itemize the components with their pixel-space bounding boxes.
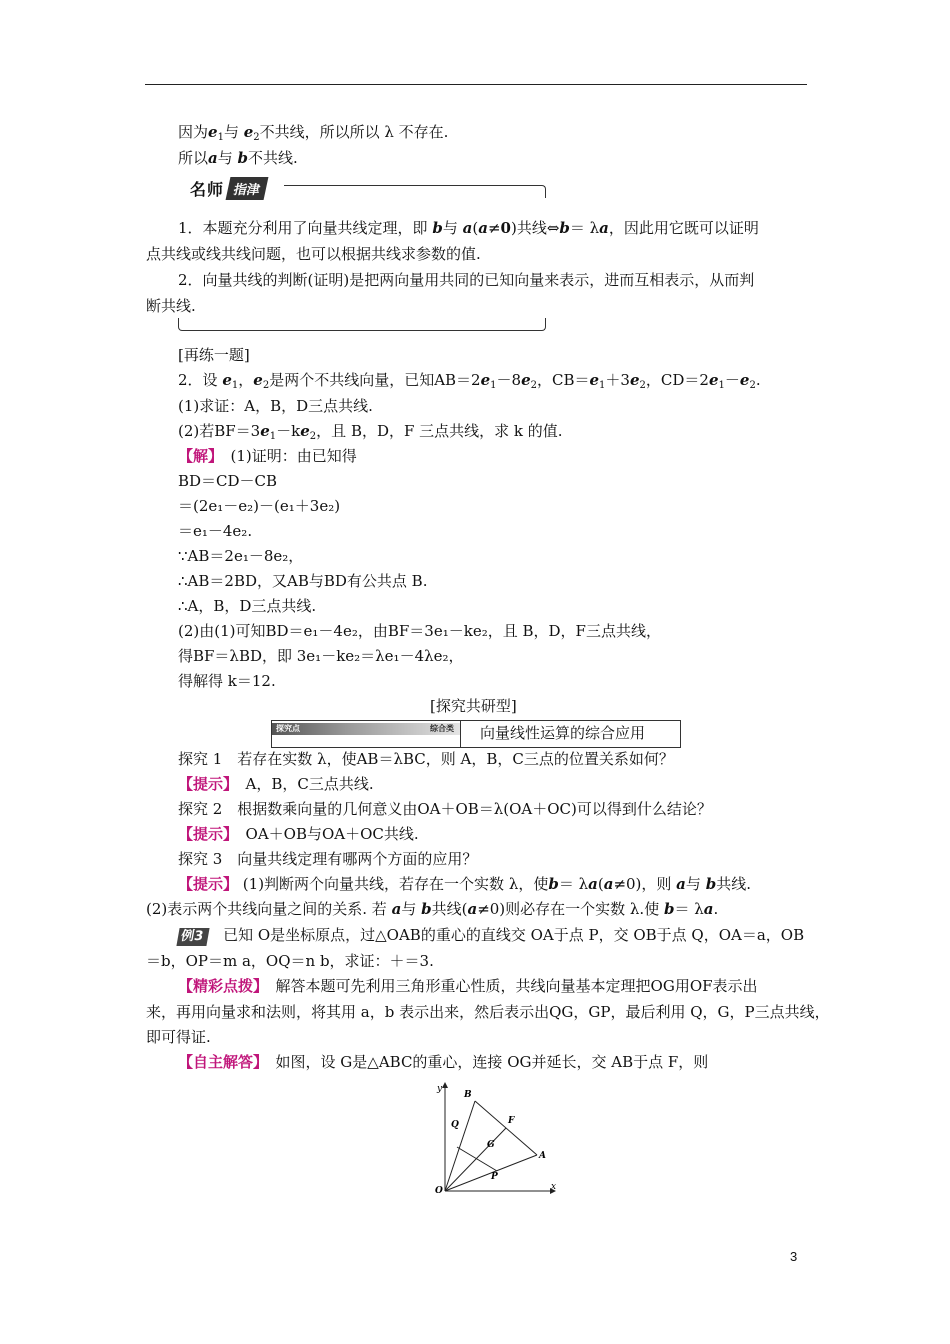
tip-2: 2．向量共线的判断(证明)是把两向量用共同的已知向量来表示，进而互相表示，从而判 <box>178 271 755 289</box>
hint-2: 【提示】 OA＋OB与OA＋OC共线. <box>178 825 419 843</box>
problem-2-part-2: (2)若$BF=3e_1-ke_2$，且 B，D，F 三点共线，求 k 的值. <box>178 422 563 442</box>
section-title: 向量线性运算的综合应用 <box>480 724 646 742</box>
solution-line: 【解】 (1)证明：由已知得 <box>178 447 357 465</box>
line-2: 所以a与 b不共线. <box>178 149 298 167</box>
hint-3-cont: (2)表示两个共线向量之间的关系. 若 a与 b共线(a≠0)则必存在一个实数 λ.使 b＝ λa. <box>146 900 719 918</box>
label-y: y <box>437 1084 443 1094</box>
step-7: (2)由(1)可知BD＝e₁－4e₂，由BF＝3e₁－ke₂，且 B，D，F三点共线， <box>178 622 661 640</box>
highlight-hint: 【精彩点拨】 解答本题可先利用三角形重心性质，共线向量基本定理把OG用OF表示出 <box>178 977 758 995</box>
practice-heading: [再练一题] <box>178 346 250 364</box>
label-G: G <box>487 1140 495 1150</box>
highlight-hint-cont-1: 来，再用向量求和法则，将其用 a，b 表示出来，然后表示出QG，GP，最后利用 Q，G，P三点共线， <box>146 1003 830 1021</box>
label-F: F <box>508 1116 515 1126</box>
inquiry-2: 探究 2 根据数乘向量的几何意义由OA＋OB＝λ(OA＋OC)可以得到什么结论？ <box>178 800 712 818</box>
section-title-box: 探究点 综合类 向量线性运算的综合应用 <box>271 720 681 748</box>
label-x: x <box>551 1182 557 1192</box>
tip-1-cont: 点共线或线共线问题，也可以根据共线求参数的值. <box>146 245 481 263</box>
label-A: A <box>539 1151 546 1161</box>
problem-2: 2．设 $e_1$，$e_2$是两个不共线向量，已知$AB=2e_1-8e_2$，$CB=e_1+3e_2$，$CD=2e_1-e_2$. <box>178 371 761 391</box>
highlight-hint-cont-2: 即可得证. <box>146 1028 211 1046</box>
tip-2-cont: 断共线. <box>146 297 196 315</box>
label-P: P <box>491 1172 498 1182</box>
hint-1: 【提示】 A，B，C三点共线. <box>178 775 374 793</box>
problem-2-part-1: (1)求证：A，B，D三点共线. <box>178 397 373 415</box>
step-8: 得BF＝λBD，即 3e₁－ke₂＝λe₁－4λe₂， <box>178 647 464 665</box>
example-3-cont: ＝b，OP＝m a，OQ＝n b，求证：＋＝3. <box>146 952 434 970</box>
label-B: B <box>464 1090 472 1100</box>
tip-1: 1．本题充分利用了向量共线定理，即 b与 a(a≠0)共线⇔b＝ λa，因此用它既可以证明 <box>178 219 759 237</box>
page-number: 3 <box>790 1249 798 1264</box>
example-3: 例3 已知 O是坐标原点，过△OAB的重心的直线交 OA于点 P，交 OB于点 Q，OA＝a，OB <box>178 925 804 946</box>
header-rule <box>145 84 807 85</box>
segment-QP <box>457 1147 497 1171</box>
example-3-badge: 例3 <box>176 928 209 946</box>
tips-badge: 名师 指津 <box>190 176 266 200</box>
section-type: [探究共研型] <box>430 697 517 715</box>
step-5: ∴AB＝2BD，又AB与BD有公共点 B. <box>178 572 428 590</box>
step-1: BD＝CD－CB <box>178 472 278 490</box>
label-Q: Q <box>451 1120 459 1130</box>
inquiry-3: 探究 3 向量共线定理有哪两个方面的应用？ <box>178 850 478 868</box>
hint-3: 【提示】 (1)判断两个向量共线，若存在一个实数 λ，使b＝ λa(a≠0)，则 a与 b共线. <box>178 875 751 893</box>
line-1: 因为$e_1$与 $e_2$不共线，所以所以 λ 不存在. <box>178 123 449 143</box>
step-6: ∴A，B，D三点共线. <box>178 597 317 615</box>
step-4: ∵AB＝2e₁－8e₂， <box>178 547 304 565</box>
segment-OB <box>445 1101 475 1191</box>
step-9: 得解得 k＝12. <box>178 672 276 690</box>
own-solution: 【自主解答】 如图，设 G是△ABC的重心，连接 OG并延长，交 AB于点 F，则 <box>178 1053 709 1071</box>
label-O: O <box>435 1186 443 1196</box>
step-2: ＝(2e₁－e₂)－(e₁＋3e₂) <box>178 497 341 515</box>
geometry-figure <box>415 1075 565 1200</box>
inquiry-1: 探究 1 若存在实数 λ，使AB＝λBC，则 A，B，C三点的位置关系如何？ <box>178 750 674 768</box>
step-3: ＝e₁－4e₂. <box>178 522 253 540</box>
